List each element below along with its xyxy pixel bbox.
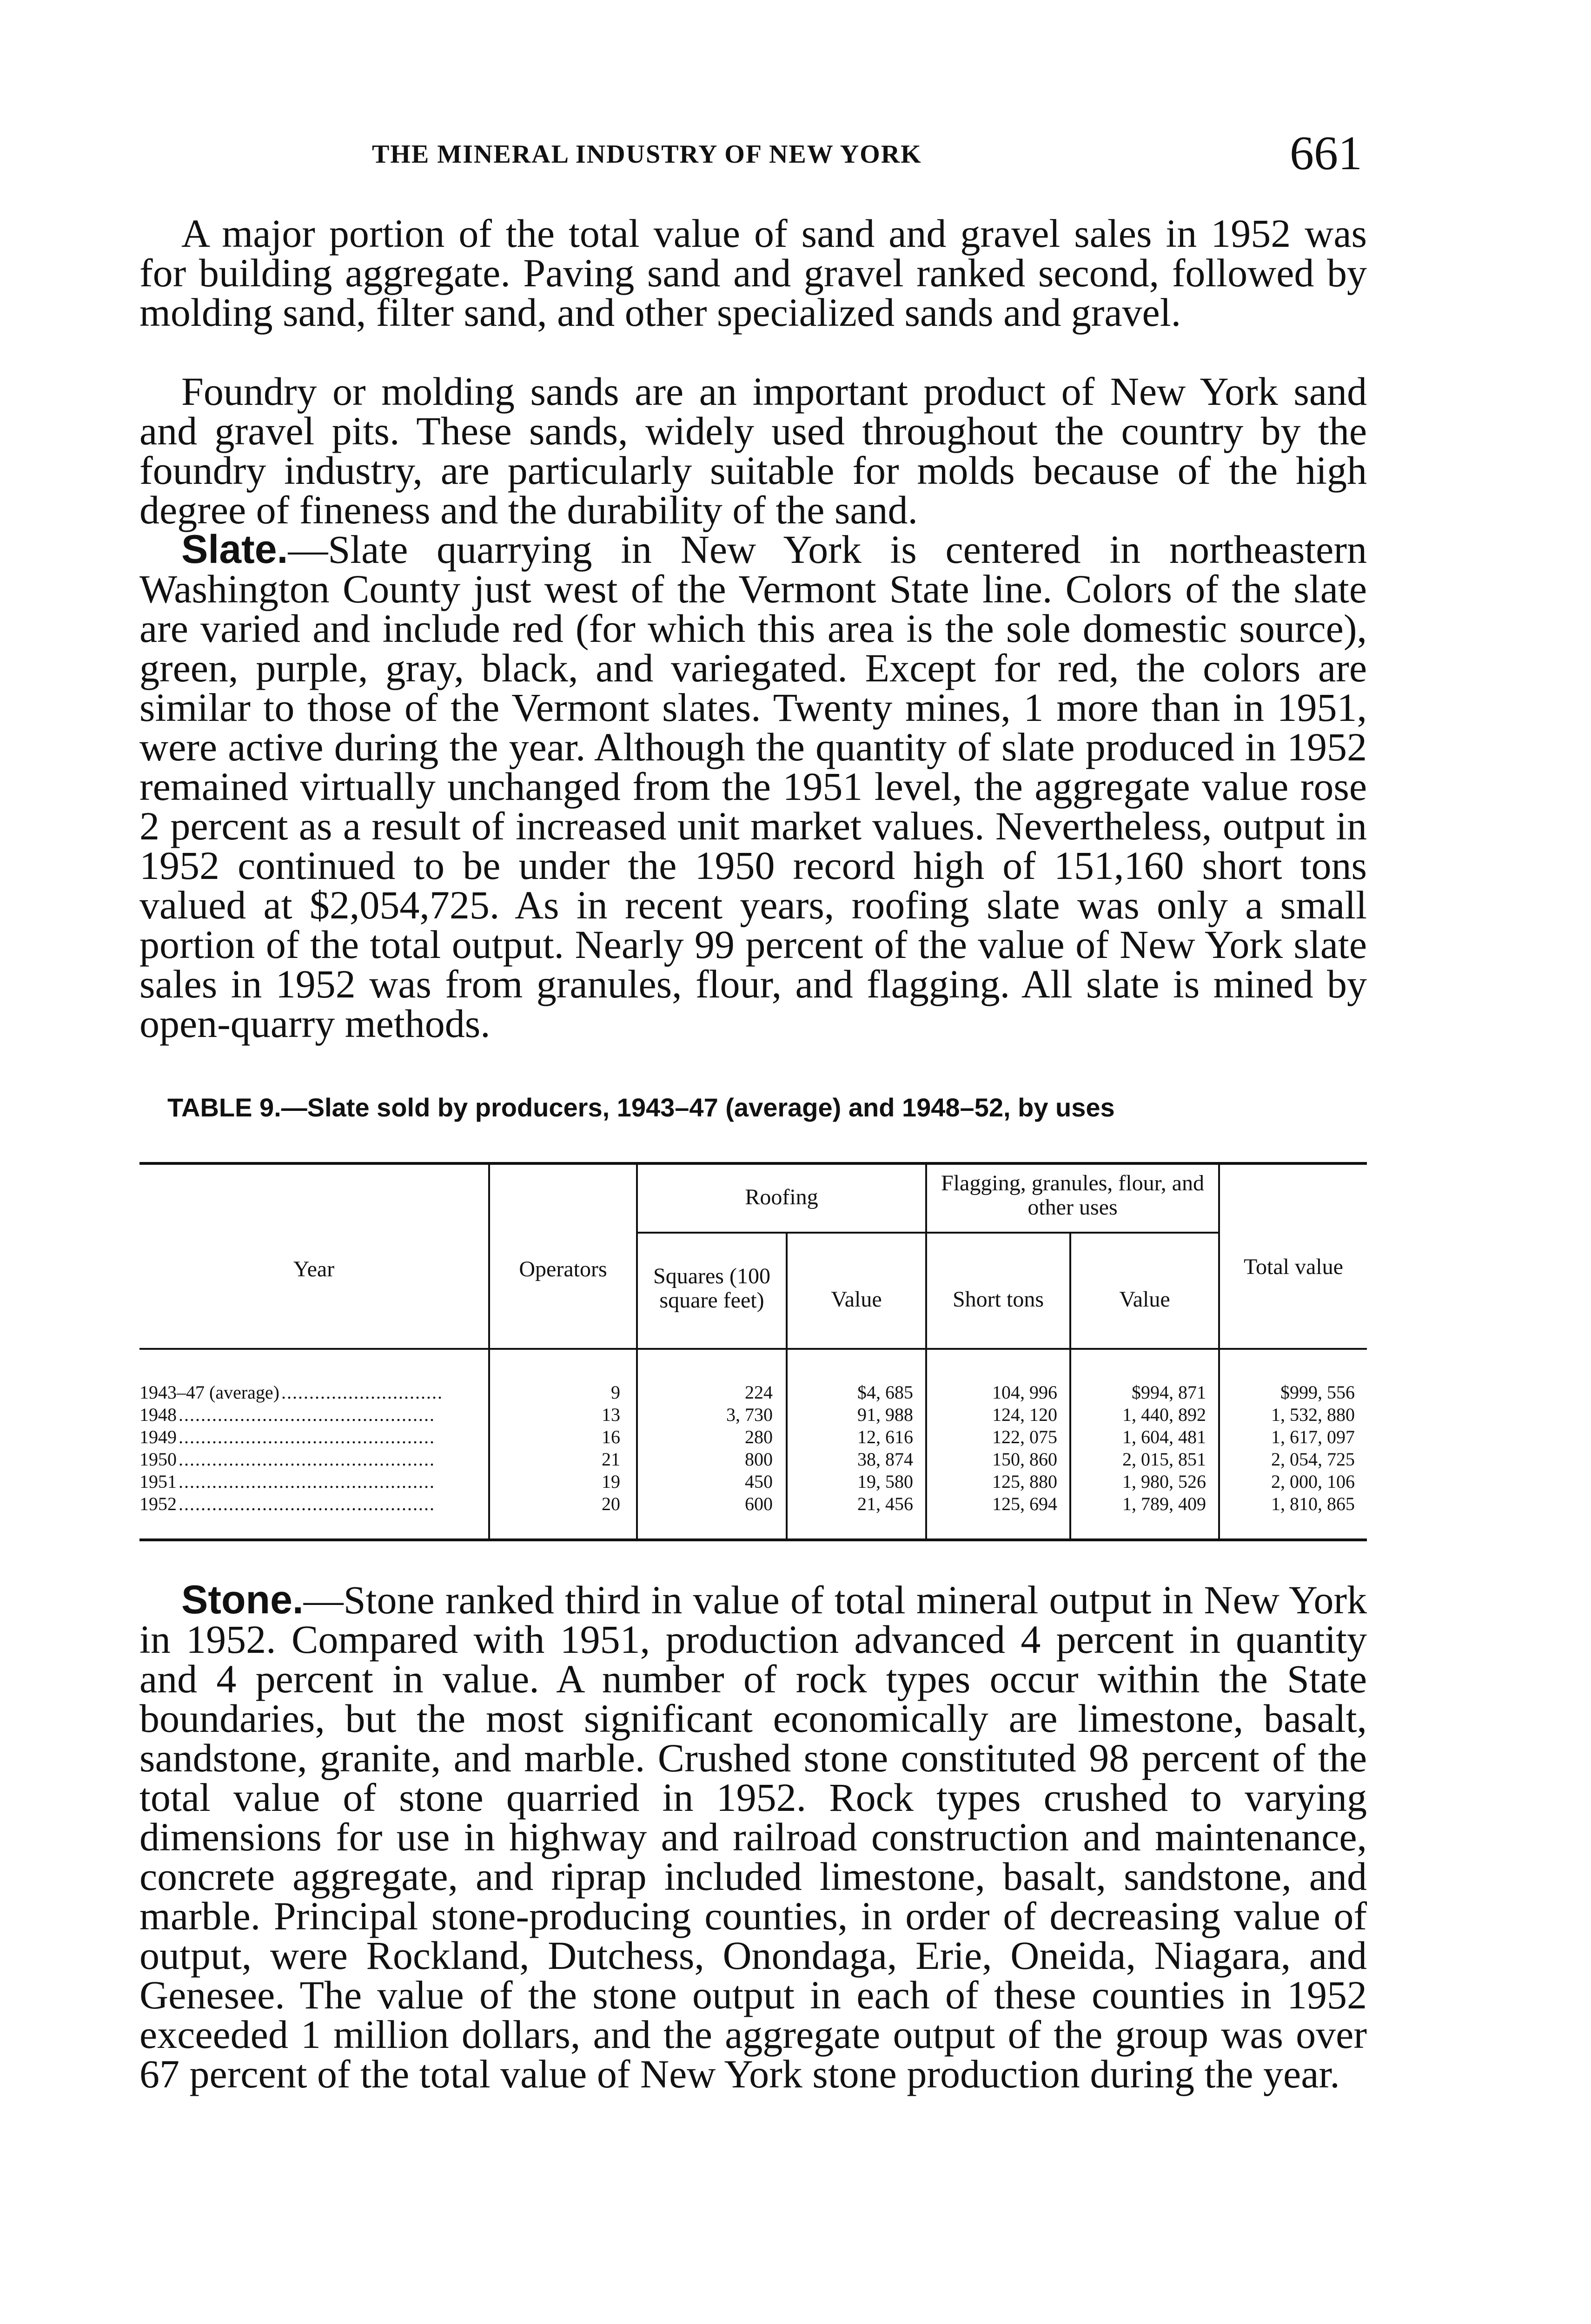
short-tons-cell: 122, 075 bbox=[992, 1426, 1057, 1447]
short-tons-cell: 124, 120 bbox=[992, 1404, 1057, 1425]
operators-cell: 19 bbox=[602, 1471, 620, 1492]
slate-text: —Slate quarrying in New York is centered in northeastern Washington County just west of the Vermont State line. Colors of the slate are varied and include red (for which this area is the sole domestic source), green, purple, gray, black, and variegated. Except for red, the colors are similar to those of the Vermont slates. Twenty mines, 1 more than in 1951, were active during the year. Although the quantity of slate produced in 1952 remained virtually unchanged from the 1951 level, the aggregate value rose 2 percent as a result of increased unit market values. Nevertheless, output in 1952 continued to be under the 1950 record high of 151,160 short tons valued at $2,054,725. As in recent years, roofing slate was only a small portion of the total output. Nearly 99 percent of the value of New York slate sales in 1952 was from granules, flour, and flagging. All slate is mined by open-quarry methods. bbox=[139, 527, 1367, 1046]
flagging-value-cell: 1, 789, 409 bbox=[1122, 1493, 1206, 1514]
squares-cell: 450 bbox=[745, 1471, 773, 1492]
roofing-value-cell: $4, 685 bbox=[857, 1382, 913, 1403]
table-header-rule bbox=[139, 1348, 1367, 1350]
short-tons-cell: 125, 694 bbox=[992, 1493, 1057, 1514]
operators-cell: 9 bbox=[611, 1382, 620, 1403]
year-cell: 1951 .............................................. bbox=[139, 1471, 435, 1492]
year-cell: 1950 .............................................. bbox=[139, 1449, 435, 1470]
paragraph-foundry-sands: Foundry or molding sands are an important product of New York sand and gravel pits. These sands, widely used throughout the country by the foundry industry, are particularly suitable for molds because of the high degree of fineness and the durability of the sand. bbox=[139, 369, 1367, 532]
running-head bbox=[139, 125, 1367, 181]
squares-cell: 600 bbox=[745, 1493, 773, 1514]
operators-cell: 20 bbox=[602, 1493, 620, 1514]
operators-cell: 16 bbox=[602, 1426, 620, 1447]
operators-cell: 21 bbox=[602, 1449, 620, 1470]
year-cell: 1943–47 (average) ............................. bbox=[139, 1382, 443, 1403]
table-top-rule bbox=[139, 1162, 1367, 1165]
squares-cell: 280 bbox=[745, 1426, 773, 1447]
operators-cell: 13 bbox=[602, 1404, 620, 1425]
stone-heading: Stone. bbox=[181, 1578, 304, 1622]
short-tons-cell: 125, 880 bbox=[992, 1471, 1057, 1492]
header-squares: Squares (100 square feet) bbox=[653, 1264, 770, 1313]
total-value-cell: 2, 000, 106 bbox=[1271, 1471, 1355, 1492]
header-flagging: Flagging, granules, flour, and other uses bbox=[941, 1171, 1204, 1220]
header-roofing: Roofing bbox=[745, 1185, 818, 1209]
squares-cell: 800 bbox=[745, 1449, 773, 1470]
squares-cell: 3, 730 bbox=[726, 1404, 773, 1425]
short-tons-cell: 150, 860 bbox=[992, 1449, 1057, 1470]
flagging-value-cell: 2, 015, 851 bbox=[1122, 1449, 1206, 1470]
table-caption: TABLE 9.—Slate sold by producers, 1943–47 (average) and 1948–52, by uses bbox=[167, 1093, 1115, 1122]
squares-cell: 224 bbox=[745, 1382, 773, 1403]
year-cell: 1948 .............................................. bbox=[139, 1404, 435, 1425]
header-operators: Operators bbox=[519, 1257, 607, 1281]
paragraph-slate bbox=[139, 527, 1367, 1046]
total-value-cell: 2, 054, 725 bbox=[1271, 1449, 1355, 1470]
total-value-cell: 1, 810, 865 bbox=[1271, 1493, 1355, 1514]
paragraph-stone bbox=[139, 1580, 1367, 2094]
page-number: 661 bbox=[1290, 126, 1362, 180]
roofing-value-cell: 38, 874 bbox=[857, 1449, 913, 1470]
header-flagging-value: Value bbox=[1119, 1287, 1170, 1312]
flagging-value-cell: 1, 604, 481 bbox=[1122, 1426, 1206, 1447]
total-value-cell: 1, 617, 097 bbox=[1271, 1426, 1355, 1447]
flagging-value-cell: $994, 871 bbox=[1132, 1382, 1206, 1403]
running-title: THE MINERAL INDUSTRY OF NEW YORK bbox=[372, 140, 922, 169]
roofing-value-cell: 12, 616 bbox=[857, 1426, 913, 1447]
slate-table bbox=[139, 1148, 1367, 1557]
header-year: Year bbox=[293, 1257, 335, 1281]
header-short-tons: Short tons bbox=[952, 1287, 1044, 1312]
table-bottom-rule bbox=[139, 1538, 1367, 1541]
stone-text: —Stone ranked third in value of total mineral output in New York in 1952. Compared with 1951, production advanced 4 percent in quantity and 4 percent in value. A number of rock types occur within the State boundaries, but the most significant economically are limestone, basalt, sandstone, granite, and marble. Crushed stone constituted 98 percent of the total value of stone quarried in 1952. Rock types crushed to varying dimensions for use in highway and railroad construction and maintenance, concrete aggregate, and riprap included limestone, basalt, sandstone, and marble. Principal stone-producing counties, in order of decreasing value of output, were Rockland, Dutchess, Onondaga, Erie, Oneida, Niagara, and Genesee. The value of the stone output in each of these counties in 1952 exceeded 1 million dollars, and the aggregate output of the group was over 67 percent of the total value of New York stone production during the year. bbox=[139, 1578, 1367, 2096]
flagging-value-cell: 1, 440, 892 bbox=[1122, 1404, 1206, 1425]
year-cell: 1949 .............................................. bbox=[139, 1426, 435, 1447]
roofing-value-cell: 21, 456 bbox=[857, 1493, 913, 1514]
total-value-cell: 1, 532, 880 bbox=[1271, 1404, 1355, 1425]
roofing-value-cell: 19, 580 bbox=[857, 1471, 913, 1492]
paragraph-sand-gravel-sales: A major portion of the total value of sand and gravel sales in 1952 was for building aggregate. Paving sand and gravel ranked second, followed by molding sand, filter sand, and other specialized sands and gravel. bbox=[139, 211, 1367, 335]
total-value-cell: $999, 556 bbox=[1280, 1382, 1355, 1403]
group-header-rule bbox=[636, 1232, 1218, 1234]
header-roofing-value: Value bbox=[831, 1287, 882, 1312]
year-cell: 1952 .............................................. bbox=[139, 1493, 435, 1514]
roofing-value-cell: 91, 988 bbox=[857, 1404, 913, 1425]
short-tons-cell: 104, 996 bbox=[992, 1382, 1057, 1403]
header-total-value: Total value bbox=[1244, 1254, 1343, 1279]
slate-heading: Slate. bbox=[181, 527, 288, 572]
flagging-value-cell: 1, 980, 526 bbox=[1122, 1471, 1206, 1492]
